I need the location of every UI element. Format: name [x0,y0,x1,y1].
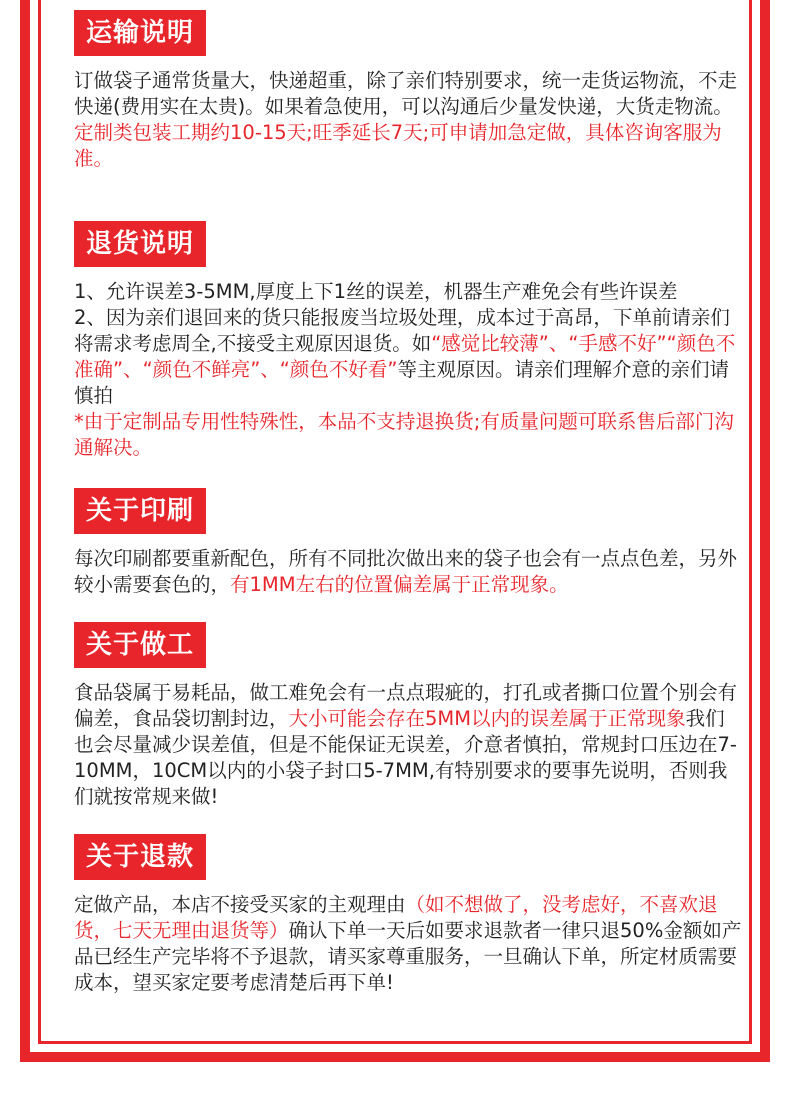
text-run: 定做产品，本店不接受买家的主观理由 [74,893,406,916]
section-body [74,892,744,996]
paragraph [74,305,744,409]
section-title: 关于印刷 [74,488,206,534]
paragraph [74,680,744,810]
text-run: 每次印刷都要重新配色，所有不同批次做出来的袋子也会有一点点色差，另外较小需要套色的， [74,547,738,596]
paragraph [74,892,744,996]
section-title: 退货说明 [74,221,206,267]
section-body [74,680,744,810]
paragraph [74,120,744,172]
text-run: 2、因为亲们退回来的货只能报废当垃圾处理，成本过于高昂，下单前请亲们将需求考虑周全,不接受主观原因退货。如 [74,306,730,355]
text-run: 确认下单一天后如要求退款者一律只退50%金额如产品已经生产完毕将不予退款，请买家尊重服务，一旦确认下单，所定材质需要成本，望买家定要考虑清楚后再下单! [74,919,742,994]
section-printing [74,488,744,598]
text-run: 等主观原因。请亲们理解介意的亲们请慎拍 [74,358,730,407]
text-run: 我们也会尽量减少误差值，但是不能保证无误差，介意者慎拍，常规封口压边在7- 10MM，10CM以内的小袋子封口5-7MM,有特别要求的要事先说明，否则我们就按常规来做! [74,707,737,808]
paragraph [74,68,744,120]
text-run: 1、允许误差3-5MM,厚度上下1丝的误差，机器生产难免会有些许误差 [74,280,678,303]
section-shipping [74,10,744,172]
highlight-text: 大小可能会存在5MM以内的误差属于正常现象 [288,707,686,730]
text-run: 食品袋属于易耗品，做工难免会有一点点瑕疵的，打孔或者撕口位置个别会有偏差，食品袋切割封边， [74,681,738,730]
section-title: 关于退款 [74,834,206,880]
highlight-text: 定制类包装工期约10-15天;旺季延长7天;可申请加急定做，具体咨询客服为准。 [74,121,722,170]
section-workmanship [74,622,744,810]
section-title: 关于做工 [74,622,206,668]
highlight-text: （如不想做了，没考虑好，不喜欢退货，七天无理由退货等） [74,893,718,942]
section-returns [74,221,744,461]
paragraph [74,409,744,461]
highlight-text: *由于定制品专用性特殊性，本品不支持退换货;有质量问题可联系售后部门沟通解决。 [74,410,734,459]
section-body [74,546,744,598]
text-run: 订做袋子通常货量大，快递超重，除了亲们特别要求，统一走货运物流，不走快递(费用实在太贵)。如果着急使用，可以沟通后少量发快递，大货走物流。 [74,69,738,118]
section-body [74,68,744,172]
section-refund [74,834,744,996]
section-body [74,279,744,461]
paragraph [74,546,744,598]
section-title: 运输说明 [74,10,206,56]
paragraph [74,279,744,305]
highlight-text: 有1MM左右的位置偏差属于正常现象。 [230,573,569,596]
highlight-text: “感觉比较薄”、“手感不好”“颜色不准确”、“颜色不鲜亮”、“颜色不好看” [74,332,736,381]
